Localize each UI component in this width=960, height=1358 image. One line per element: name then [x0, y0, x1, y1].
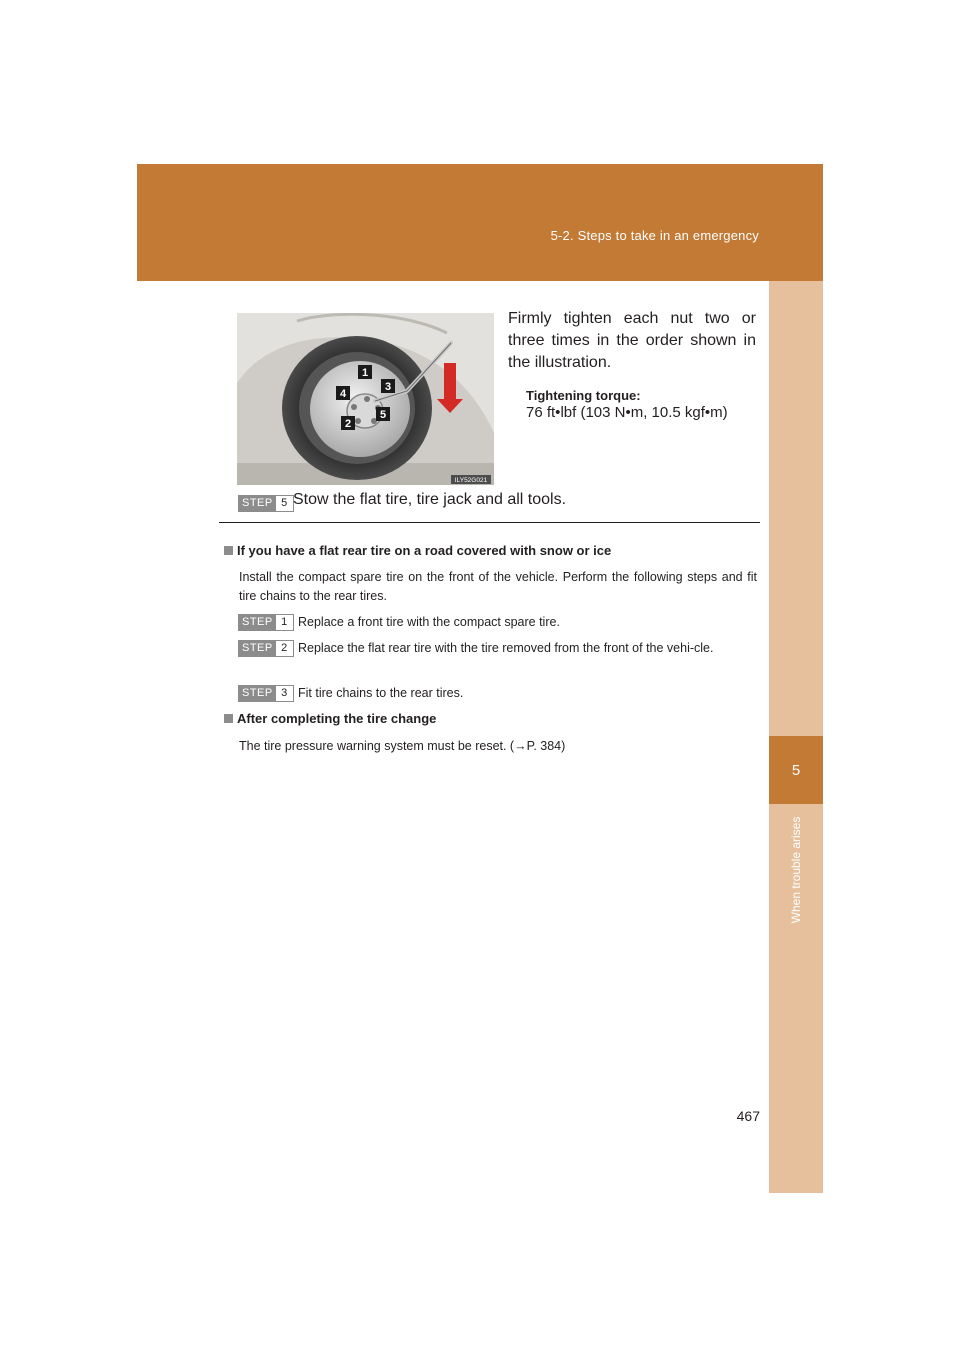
note-body-after-change: The tire pressure warning system must be reset. (→P. 384)	[239, 739, 566, 753]
wheel-nut-tightening-illustration	[237, 313, 494, 485]
nut-label-4-text: 4	[339, 388, 347, 400]
chapter-header-band	[137, 164, 823, 281]
torque-label: Tightening torque:	[526, 388, 641, 403]
note-heading-text: After completing the tire change	[237, 711, 437, 726]
nut-label-1-text: 1	[361, 367, 369, 379]
step-badge-word: STEP	[239, 686, 276, 701]
substep-2-badge	[238, 640, 294, 657]
wheel-illustration-svg	[237, 313, 494, 485]
substep-2-text: Replace the flat rear tire with the tire removed from the front of the vehi-cle.	[298, 641, 714, 655]
bullet-square-icon	[224, 546, 233, 555]
nut-label-2	[341, 416, 355, 430]
nut-label-5	[376, 407, 390, 421]
torque-value: 76 ft•lbf (103 N•m, 10.5 kgf•m)	[526, 404, 728, 421]
nut-label-3	[381, 379, 395, 393]
note-heading-after-change	[224, 711, 436, 726]
section-title: 5-2. Steps to take in an emergency	[550, 228, 759, 243]
step-5-text: Stow the flat tire, tire jack and all tools.	[293, 491, 567, 508]
note-body-snow-ice: Install the compact spare tire on the front of the vehicle. Perform the following steps and fit tire chains to the rear tires.	[239, 570, 757, 603]
page-number: 467	[736, 1108, 760, 1124]
step-badge-number: 3	[276, 686, 293, 701]
chapter-number-tab[interactable]	[769, 736, 823, 804]
chapter-number: 5	[791, 761, 801, 779]
step-badge-number: 5	[276, 496, 293, 511]
nut-label-5-text: 5	[379, 409, 387, 421]
step-badge-word: STEP	[239, 615, 276, 630]
substep-3-text: Fit tire chains to the rear tires.	[298, 686, 464, 700]
substep-3-badge	[238, 685, 294, 702]
nut-label-3-text: 3	[384, 381, 392, 393]
chapter-label: When trouble arises	[789, 816, 803, 924]
step-badge-word: STEP	[239, 641, 276, 656]
nut-label-2-text: 2	[344, 418, 352, 430]
section-divider	[219, 522, 760, 523]
note-heading-text: If you have a flat rear tire on a road covered with snow or ice	[237, 543, 612, 558]
nut-label-4	[336, 386, 350, 400]
bullet-square-icon	[224, 714, 233, 723]
illustration-code: ILY52G021	[454, 477, 488, 484]
step-badge-number: 1	[276, 615, 293, 630]
substep-1-badge	[238, 614, 294, 631]
step-badge-number: 2	[276, 641, 293, 656]
nut-label-1	[358, 365, 372, 379]
step-badge-word: STEP	[239, 496, 276, 511]
step-5-badge	[238, 495, 294, 512]
substep-1-text: Replace a front tire with the compact spare tire.	[298, 615, 560, 629]
note-heading-snow-ice	[224, 543, 611, 558]
step-4-text: Firmly tighten each nut two or three times in the order shown in the illustration.	[508, 310, 756, 371]
